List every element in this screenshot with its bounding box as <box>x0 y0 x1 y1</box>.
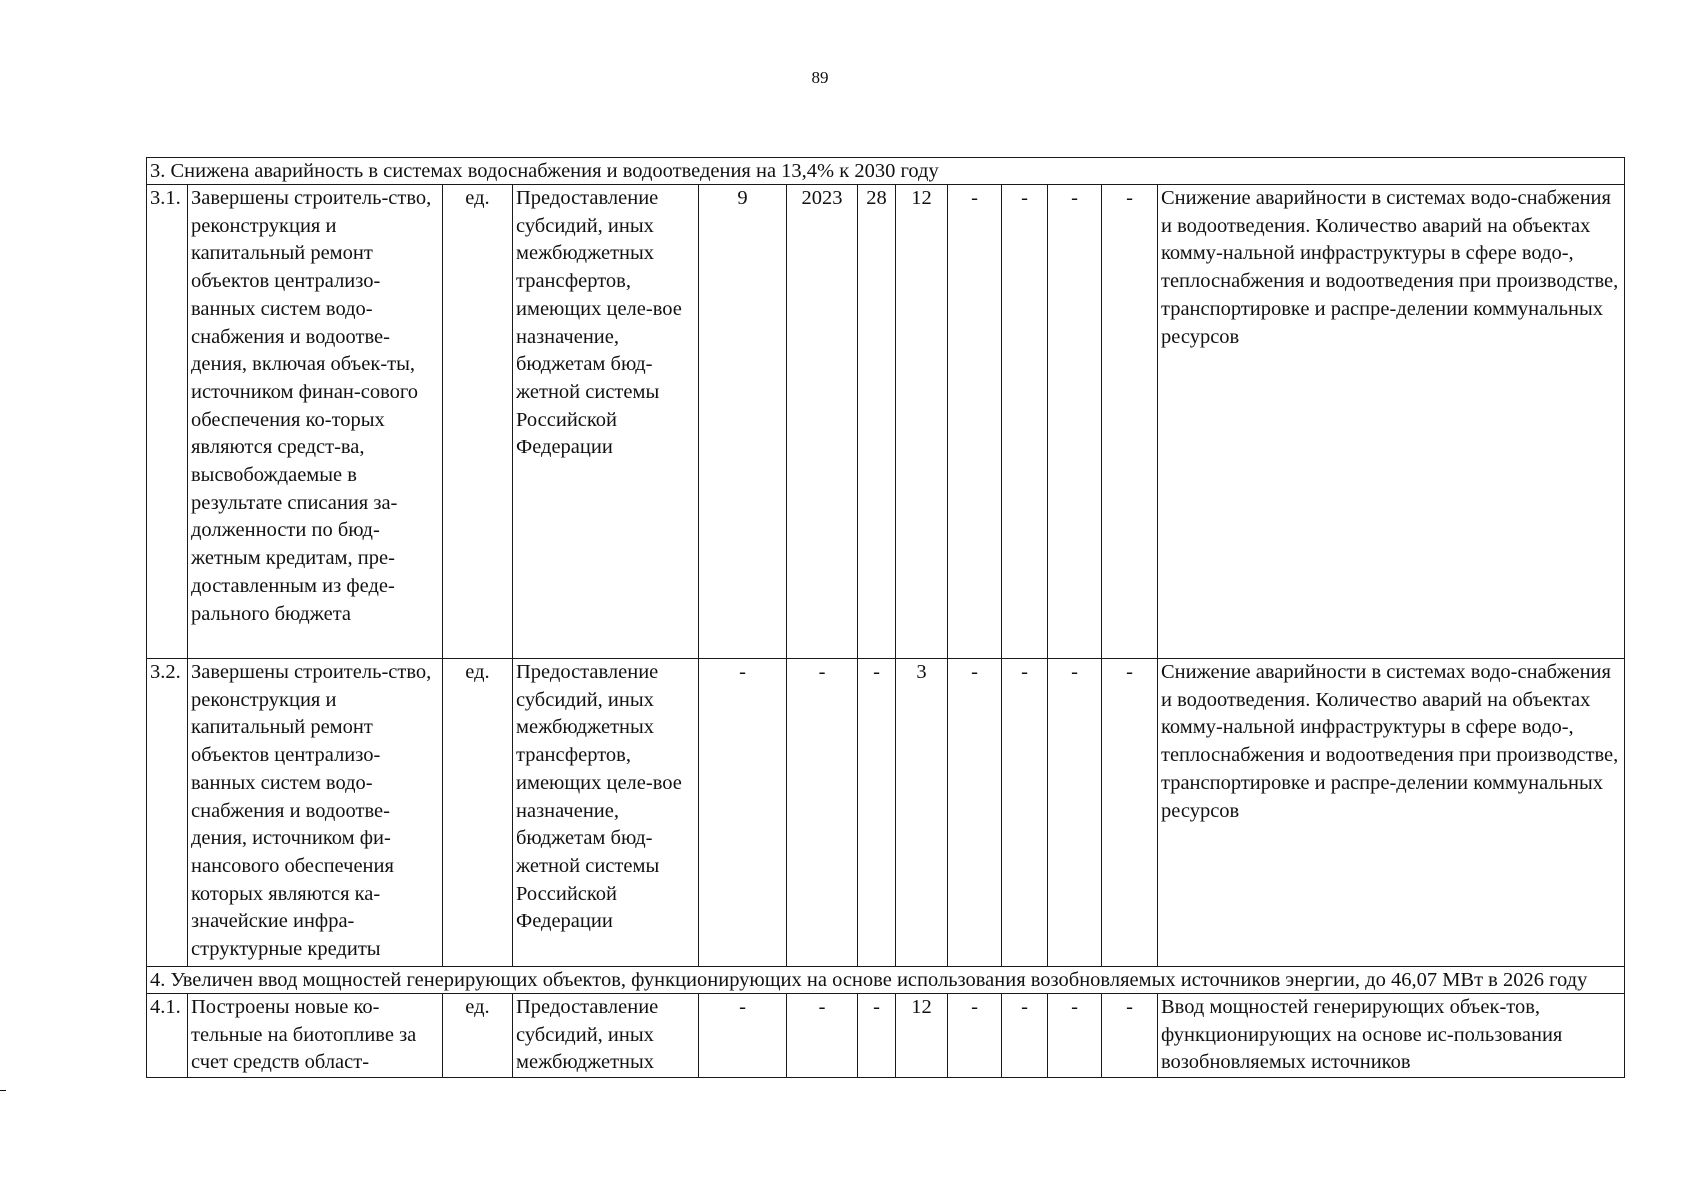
table-row <box>147 185 1625 659</box>
value-cell: - <box>1102 185 1158 659</box>
value-cell: 2023 <box>787 185 858 659</box>
value-cell: 28 <box>858 185 896 659</box>
table-row <box>147 659 1625 967</box>
measure-name: Построены новые ко-тельные на биотопливе за счет средств област- <box>188 994 443 1078</box>
effect-description: Снижение аварийности в системах водо-снабжения и водоотведения. Количество аварий на объектах комму-нальной инфраструктуры в сфере водо-, теплоснабжения и водоотведения при производстве, транспортировке и распре-делении коммунальных ресурсов <box>1158 185 1625 659</box>
value-cell: - <box>699 994 787 1078</box>
support-mechanism: Предоставление субсидий, иных межбюджетных трансфертов, имеющих целе-вое назначение, бюджетам бюд-жетной системы Российской Федерации <box>513 659 699 967</box>
value-cell: 12 <box>896 994 948 1078</box>
value-cell: - <box>787 994 858 1078</box>
value-cell: - <box>1102 994 1158 1078</box>
value-cell: - <box>1048 659 1102 967</box>
value-cell: - <box>948 185 1002 659</box>
effect-description: Ввод мощностей генерирующих объек-тов, функционирующих на основе ис-пользования возобновляемых источников <box>1158 994 1625 1078</box>
value-cell: - <box>948 994 1002 1078</box>
value-cell: - <box>1002 185 1048 659</box>
value-cell: - <box>787 659 858 967</box>
measure-name: Завершены строитель-ство, реконструкция и капитальный ремонт объектов централизо-ванных систем водо-снабжения и водоотве-дения, включая объек-ты, источником финан-сового обеспечения ко-торых являются средст-ва, высвобождаемые в результате списания за-долженности по бюд-жетным кредитам, пре-доставленным из феде-рального бюджета <box>188 185 443 659</box>
section-title: 3. Снижена аварийность в системах водоснабжения и водоотведения на 13,4% к 2030 году <box>147 158 1625 185</box>
value-cell: 9 <box>699 185 787 659</box>
row-number: 3.1. <box>147 185 188 659</box>
row-number: 3.2. <box>147 659 188 967</box>
section-header-row <box>147 967 1625 994</box>
section-title: 4. Увеличен ввод мощностей генерирующих объектов, функционирующих на основе использования возобновляемых источников энергии, до 46,07 МВт в 2026 году <box>147 967 1625 994</box>
value-cell: - <box>948 659 1002 967</box>
value-cell: 3 <box>896 659 948 967</box>
measure-name: Завершены строитель-ство, реконструкция и капитальный ремонт объектов централизо-ванных систем водо-снабжения и водоотве-дения, источником фи-нансового обеспечения которых являются ка-значейские инфра-структурные кредиты <box>188 659 443 967</box>
value-cell: 12 <box>896 185 948 659</box>
indicators-table <box>146 157 1625 1078</box>
page-number: 89 <box>811 68 829 87</box>
value-cell: - <box>1048 185 1102 659</box>
value-cell: - <box>699 659 787 967</box>
unit: ед. <box>443 994 513 1078</box>
effect-description: Снижение аварийности в системах водо-снабжения и водоотведения. Количество аварий на объектах комму-нальной инфраструктуры в сфере водо-, теплоснабжения и водоотведения при производстве, транспортировке и распре-делении коммунальных ресурсов <box>1158 659 1625 967</box>
support-mechanism: Предоставление субсидий, иных межбюджетных <box>513 994 699 1078</box>
value-cell: - <box>1002 994 1048 1078</box>
value-cell: - <box>858 659 896 967</box>
value-cell: - <box>1102 659 1158 967</box>
value-cell: - <box>1048 994 1102 1078</box>
support-mechanism: Предоставление субсидий, иных межбюджетных трансфертов, имеющих целе-вое назначение, бюджетам бюд-жетной системы Российской Федерации <box>513 185 699 659</box>
section-header-row <box>147 158 1625 185</box>
unit: ед. <box>443 659 513 967</box>
value-cell: - <box>1002 659 1048 967</box>
unit: ед. <box>443 185 513 659</box>
margin-mark <box>0 1090 6 1091</box>
value-cell: - <box>858 994 896 1078</box>
row-number: 4.1. <box>147 994 188 1078</box>
table-row <box>147 994 1625 1078</box>
